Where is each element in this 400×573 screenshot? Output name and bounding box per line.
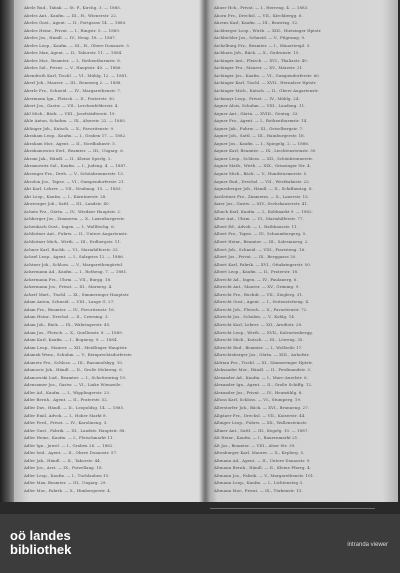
directory-entry: Aixer Jos., Gastw. — XIV., Sechshauserstr. 41.	[214, 201, 309, 207]
directory-entry: Abeles Gust., Agent. — II., Fortgasse 14. — 1880.	[24, 20, 127, 26]
scan-page-edge	[0, 0, 14, 502]
directory-entry: Albert Frz., Tapez. — IV., Schaumburgerg. 5.	[214, 231, 307, 237]
directory-entry: Aichinger Mich., Kutsch. — II., Obere Augartenstr.	[214, 88, 319, 94]
directory-entry: Abt Leop., Kaufm. — I., Kärntnerstr. 28.	[24, 193, 107, 199]
page-gutter	[200, 0, 210, 502]
directory-entry: Alt Jos., Beamter. — VIII., Alser Str. 39.	[214, 442, 296, 448]
directory-entry: Albert Jos., Privat. — IX., Berggasse 20.	[214, 254, 297, 260]
directory-entry: Altmann Mor., Privat. — IX., Türkenstr. 15.	[214, 488, 303, 493]
directory-entry: Aichbichler Jos., Schneid. — V., Pilgramg. 9.	[214, 35, 306, 41]
directory-entry: Aichhorn Joh., Bäck. — X., Gudrunstr. 15.	[214, 50, 300, 56]
directory-entry: Adler Max, Beamter. — III., Ungarg. 29.	[24, 480, 107, 486]
directory-entry: Albrecht Mich., Kutsch. — III., Löweng. 35.	[214, 337, 304, 343]
directory-entry: Albert Joh., Schneid. — VIII., Piaristeng. 16.	[214, 246, 306, 252]
directory-entry: Altenburger Karl, Maurer. — X., Keplerg. 5.	[214, 450, 305, 456]
directory-entry: Aldrian Frz., Tischl. — XI., Simmeringer Hptstr.	[214, 359, 313, 365]
directory-entry: Aigner Alois, Schuhm. — VIII., Laudong. 11.	[214, 103, 306, 109]
directory-entry: Adam Joh., Bäck. — IX., Währingerstr. 45.	[24, 321, 111, 327]
directory-entry: Albrecht Karl, Lehrer. — XII., Arndtstr. 28.	[214, 321, 303, 327]
directory-entry: Adam Anton, Schneid. — VIII., Lange G. 27.	[24, 299, 115, 305]
directory-entry: Achsel Leop., Agent. — I., Salzgries 12. — 1886.	[24, 254, 125, 260]
directory-entry: Abeles Heinr., Privat. — I., Ringstr. 5. — 1889.	[24, 27, 121, 33]
directory-entry: Alt Heinr., Kaufm. — I., Bauernmarkt 21.	[214, 435, 299, 441]
directory-entry: Ablinger Joh., Kutsch. — X., Favoritenstr. 9.	[24, 125, 115, 131]
directory-entry: Aichberger Leop., Wirth. — XIII., Hietzinger Hptstr.	[214, 27, 322, 33]
directory-entry: Abramowitz Sal., Kaufm. — I., Judeng. 4. — 1887.	[24, 163, 127, 169]
directory-entry: Aichinger Karl, Tischl. — XVII., Hernalser Hptstr.	[214, 80, 317, 86]
directory-entry: Adamek Wenz., Schuhm. — V., Reinprechtsdorferstr.	[24, 352, 133, 358]
directory-entry: Adam Leop., Maurer. — XII., Meidlinger Hauptstr.	[24, 344, 128, 350]
directory-entry: Abeles Max, Agent. — II., Taborstr. 11. — 1884.	[24, 50, 123, 56]
directory-entry: Abl Mich., Bäck. — VIII., Josefstädterstr. 19.	[24, 110, 116, 116]
directory-entry: Absenger Frz., Dreh. — V., Schönbrunnerstr. 13.	[24, 171, 125, 177]
directory-entry: Albert Leop., Kaufm. — II., Praterstr. 18.	[214, 269, 299, 275]
logo-line-1: oö landes	[10, 528, 71, 543]
directory-entry: Albert Karl, Fabrik. — XVI., Ottakringerstr. 50.	[214, 261, 312, 267]
directory-entry: Achner Karl, Buchb. — VI., Mariahilferstr. 33.	[24, 246, 119, 252]
directory-entry: Adam Heinr., Drechsl. — II., Czerning. 3.	[24, 314, 109, 320]
directory-entry: Alber Ant., Uhrm. — VI., Mariahilferstr. 77.	[214, 216, 304, 222]
directory-entry: Aigner Joh., Sattl. — III., Hainburgerstr. 18.	[214, 133, 306, 139]
right-column	[214, 4, 390, 493]
directory-entry: Albert Ed., Advok. — I., Rathhausstr. 11.	[214, 223, 299, 229]
directory-entry: Ahner Hch., Privat. — I., Herreng. 4. — 1883.	[214, 5, 309, 10]
directory-entry: Abeles Ant., Kaufm. — III., H., Wienerstr. 22.	[24, 12, 118, 18]
directory-entry: Altmann Ad., Agent. — II., Untere Donaustr. 9.	[214, 457, 311, 463]
directory-entry: Albrecht Frz., Buchdr. — VII., Zieglerg. 31.	[214, 291, 304, 297]
directory-entry: Aigner Frz., Agent. — I., Rothenthurmstr. 14.	[214, 118, 308, 124]
directory-entry: Aichmayr Leop., Privat. — IV., Mühlg. 24.	[214, 95, 300, 101]
directory-entry: Abermann Ign., Fleisch. — II., Praterstr. 30.	[24, 95, 116, 101]
directory-entry: Aichinger Ant., Fleisch. — XVI., Thaliastr. 40.	[214, 57, 309, 63]
directory-entry: Adler Jak., Händl. — II., Taborstr. 44.	[24, 457, 102, 463]
directory-entry: Ackermann Jos., Privat. — III., Marxerg. 4.	[24, 284, 113, 290]
directory-entry: Alexander Ad., Kaufm. — I., Marc-Aurelstr. 6.	[214, 374, 309, 380]
directory-entry: Abert Jos., Gastw. — VII., Lerchenfelderstr. 4.	[24, 103, 119, 109]
left-column	[24, 4, 200, 493]
directory-entry: Albrecht Gust., Agent. — I., Seitenstetteng. 4.	[214, 299, 310, 305]
directory-entry: Achtner Joh., Schloss. — V., Margarethengürtel.	[24, 261, 124, 267]
directory-entry: Abt Karl, Lehrer. — VII., Neubaug. 15. — 1883.	[24, 186, 122, 192]
directory-entry: Adler Leop., Kaufm. — I., Tuchlauben 15.	[24, 472, 110, 478]
directory-entry: Abeles Sal., Privat. — V., Hauptstr. 40. — 1886.	[24, 65, 122, 71]
directory-entry: Aigner Jos., Kaufm. — I., Spiegelg. 2. — 1886.	[214, 140, 310, 146]
directory-entry: Abendroth Karl, Tischl. — VI., Mühlg. 12. — 1881.	[24, 72, 129, 78]
directory-entry: Aigner Ant., Gärtn. — XVIII., Gentzg. 33.	[214, 110, 299, 116]
directory-entry: Allgäuer Frz., Drechsl. — VII., Kaiserstr. 44.	[214, 412, 306, 418]
directory-entry: Alfons Karl, Schloss. — VI., Stumperg. 19.	[214, 397, 302, 403]
scanned-page	[14, 0, 398, 502]
directory-entry: Ackermann Ad., Kaufm. — I., Rotheng. 7. — 1881.	[24, 269, 128, 275]
library-logo[interactable]	[10, 529, 71, 556]
directory-entry: Aberl Joh., Maurer. — III., Rennweg 2. — 1888.	[24, 80, 122, 86]
directory-entry: Albert Heinr., Beamter. — III., Salesianerg. 2.	[214, 238, 309, 244]
directory-entry: Aichinger Frz., Maurer. — XV., Märzstr. 21.	[214, 65, 304, 71]
directory-entry: Abrahamowicz Stef., Beamter. — III., Ungarg. 6.	[24, 148, 125, 154]
directory-entry: Aichinger Jos., Kaufm. — VI., Gumpendorferstr. 60.	[214, 72, 321, 78]
directory-entry: Adler Dav., Händl. — II., Leopoldsg. 14. — 1885.	[24, 404, 125, 410]
directory-entry: Allinger Leop., Fuhrw. — XX., Wallensteinstr.	[214, 420, 308, 426]
directory-entry: Achberger Jos., Zimmerm. — X., Laxenburgerstr.	[24, 216, 126, 222]
directory-entry: Albrecht Jos., Schuhm. — V., Kohlg. 14.	[214, 314, 296, 320]
directory-entry: Achenbach Gust., Ingen. — I., Wallfischg. 6.	[24, 223, 116, 229]
directory-entry: Adler Bernh., Agent. — II., Praterstr. 52.	[24, 397, 109, 403]
directory-entry: Abeles Jos., Handl. — IV., Neug. 18. — 1887.	[24, 35, 117, 41]
directory-entry: Aignesberger Joh., Händl. — II., Schiffamtsg. 8.	[214, 186, 313, 192]
directory-entry: Allerstorfer Joh., Bäck. — XVI., Brunneng. 27.	[214, 404, 310, 410]
directory-entry: Adler Ad., Kaufm. — I., Wipplingerstr. 23.	[24, 389, 111, 395]
directory-entry: Aichelburg Frz., Beamter. — I., Minoritenpl. 3.	[214, 42, 311, 48]
directory-entry: Aigner Karl, Beamter. — IX., Liechtensteinstr. 30.	[214, 148, 317, 154]
directory-entry: Adler Gust., Fabrik. — III., Landstr. Hauptstr. 88.	[24, 427, 126, 433]
page-bottom-rule	[210, 508, 375, 509]
directory-entry: Adler Ign., Juwel. — I., Graben 26. — 1882.	[24, 442, 114, 448]
directory-entry: Adler Isid., Agent. — II., Obere Donaustr. 57.	[24, 450, 118, 456]
directory-entry: Altmann Bernh., Händl. — II., Kleine Pfarrg. 4.	[214, 465, 312, 471]
directory-entry: Abeles Mor., Beamter. — I., Rothenthurmstr. 8.	[24, 57, 122, 63]
directory-entry: Aigner Jak., Fuhrw. — XI., Geiselbergstr. 7.	[214, 125, 304, 131]
directory-entry: Abraham Leop., Kaufm. — I., Graben 17. — 1882.	[24, 133, 127, 139]
directory-entry: Abele Rud., Tabak. — St. P., Kirchg. 3. — 1885.	[24, 5, 122, 10]
directory-entry: Aigner Leop., Schloss. — XII., Schönbrunnerstr.	[214, 155, 314, 161]
directory-entry: Altmann Jos., Fabrik. — V., Margarethenstr. 101.	[214, 472, 315, 478]
directory-entry: Able Anton, Schuhm. — IX., Alserstr. 22. — 1885.	[24, 118, 127, 124]
directory-entry: Aistleitner Frz., Zimmerm. — X., Laaerstr. 13.	[214, 193, 310, 199]
directory-entry: Adler Jos., Arzt. — IX., Porzellang. 18.	[24, 465, 103, 471]
directory-entry: Abram Jak., Händl. — II., Kleine Sperlg. 2.	[24, 155, 112, 161]
directory-entry: Adametz Frz., Schloss. — III., Rasumofskyg. 10.	[24, 359, 124, 365]
directory-entry: Absolon Jos., Tapez. — VI., Gumpendorferstr. 21.	[24, 178, 126, 184]
directory-entry: Albach Karl, Kaufm. — I., Kohlmarkt 9. — 1882.	[214, 208, 314, 214]
directory-entry: Albrecht Ad., Ingen. — IV., Paulanerg. 6.	[214, 276, 298, 282]
directory-entry: Achleitner Ant., Fuhrw. — II., Untere Augartenstr.	[24, 231, 128, 237]
directory-entry: Achleitner Mich., Wirth. — III., Erdbergstr. 11.	[24, 238, 122, 244]
directory-entry: Adler Ferd., Privat. — IV., Karolineng. 3.	[24, 420, 108, 426]
directory-entry: Aigner Math., Wirth. — XIX., Grinzinger Str. 4.	[214, 163, 311, 169]
logo-line-2: bibliothek	[10, 542, 72, 557]
directory-entry: Albrecht Leop., Wirth. — XVII., Kalvarienbergg.	[214, 329, 314, 335]
directory-entry: Adamowski Lud., Beamter. — I., Schottenring 19.	[24, 374, 127, 380]
directory-entry: Adler Mor., Fabrik. — X., Himbergerstr. 4.	[24, 488, 112, 493]
directory-entry: Adensamer Jos., Gastw. — VI., Linke Wienzeile.	[24, 382, 122, 388]
viewer-brand-link[interactable]: intranda viewer	[347, 542, 388, 548]
directory-entry: Albrecht Ant., Maurer. — XV., Grimmg. 9.	[214, 284, 300, 290]
directory-entry: Abwerzger Joh., Sattl. — III., Landstr. 40.	[24, 201, 110, 207]
directory-entry: Albrechtsberger Jos., Gärtn. — XIII., Auhofstr.	[214, 352, 310, 358]
directory-entry: Aleksander Mor., Händl. — II., Ferdinandstr. 3.	[214, 367, 312, 373]
directory-entry: Ahorn Frz., Drechsl. — VII., Kirchbergg. 6.	[214, 12, 303, 18]
directory-entry: Altmann Leop., Kaufm. — I., Lichtensteg 3.	[214, 480, 304, 486]
directory-entry: Alexander Ign., Agent. — II., Große Schiffg. 12.	[214, 382, 313, 388]
directory-entry: Ackermann Frz., Uhrm. — VII., Burgg. 18.	[24, 276, 112, 282]
viewer-footer	[0, 514, 400, 573]
directory-entry: Albrecht Joh., Fleisch. — X., Favoritenstr. 72.	[214, 306, 308, 312]
directory-entry: Adam Karl, Kaufm. — I., Bognerg. 9. — 1884.	[24, 337, 118, 343]
directory-entry: Aigner Rud., Drechsl. — VII., Westbahnstr. 22.	[214, 178, 311, 184]
directory-entry: Ahrens Karl, Kaufm. — III., Beatrixg. 12.	[214, 20, 299, 26]
directory-entry: Abraham Mor., Agent. — II., Nordbahnstr. 5.	[24, 140, 117, 146]
directory-entry: Adam Jos., Fleisch. — X., Quellenstr. 8. — 1889.	[24, 329, 124, 335]
directory-entry: Albrecht Rud., Beamter. — I., Wollzeile 17.	[214, 344, 303, 350]
directory-entry: Abeles Leop., Kaufm. — III., H., Obere Donaustr. 3.	[24, 42, 131, 48]
directory-entry: Ackerl Mart., Tischl. — XI., Simmeringer Hauptstr.	[24, 291, 130, 297]
directory-entry: Adam Frz., Beamter. — IV., Favoritenstr. 16.	[24, 306, 116, 312]
directory-entry: Adler Heinr., Kaufm. — I., Fleischmarkt 11.	[24, 435, 114, 441]
directory-entry: Achatz Frz., Gärtn. — IV., Wiedner Hauptstr. 2.	[24, 208, 122, 214]
directory-entry: Alexander Jos., Privat. — IV., Heumühlg. 8.	[214, 389, 303, 395]
directory-entry: Adler Emil, Advok. — I., Hoher Markt 8.	[24, 412, 108, 418]
directory-entry: Allmer Ant., Sattl. — III., Kegelg. 10. — 1887.	[214, 427, 309, 433]
directory-entry: Aberle Frz., Schneid. — IV., Margarethenstr. 7.	[24, 88, 122, 94]
directory-entry: Adamovic Joh., Händl. — II., Große Mohreng. 6.	[24, 367, 124, 373]
directory-entry: Aigner Mich., Bäck. — V., Hundsturmerstr. 5.	[214, 171, 308, 177]
